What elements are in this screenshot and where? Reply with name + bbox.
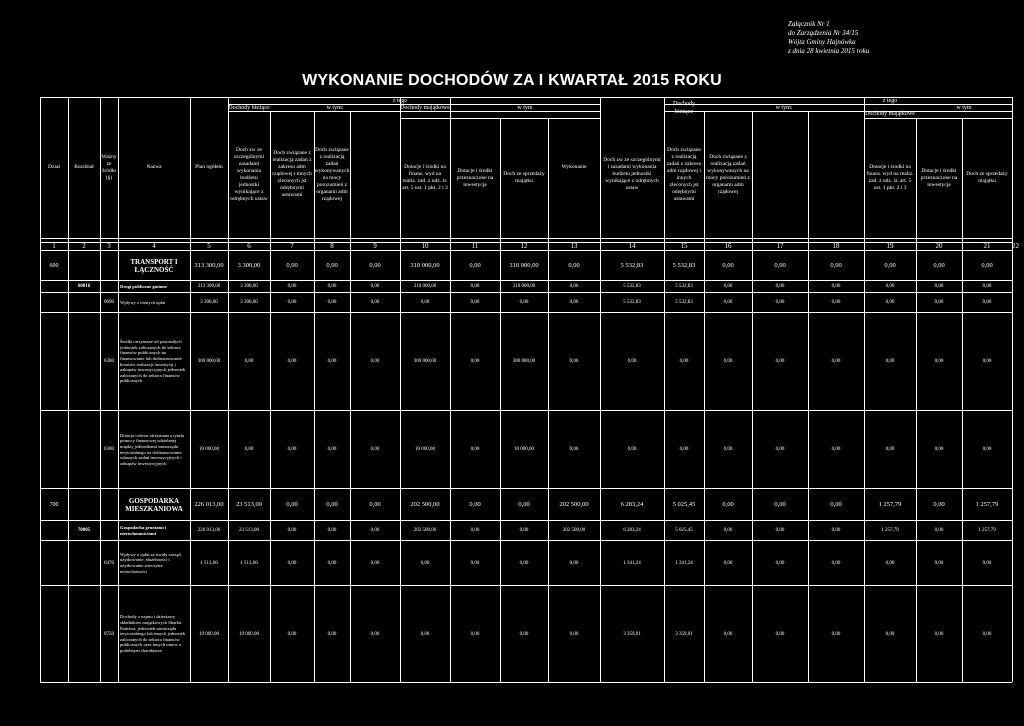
row-value: 0,00: [982, 284, 992, 289]
row-value: 0,00: [723, 447, 733, 452]
row-value: 0,00: [933, 262, 945, 269]
row-value: 0,00: [420, 560, 430, 566]
row-value: 0,00: [774, 501, 786, 508]
row-value: 0,00: [831, 560, 841, 566]
header-dochody-biezace-2: Dochody bieżące: [673, 101, 695, 115]
row-value: 1 257,79: [878, 501, 902, 508]
row-value: 1 341,24: [675, 560, 693, 566]
row-value: 6 283,24: [620, 501, 644, 508]
row-value: 0,00: [327, 447, 337, 452]
column-number-1: 1: [52, 242, 56, 250]
row-paragraph: [100, 521, 118, 540]
row-value: 10 000,00: [415, 447, 435, 452]
row-value: 0,00: [519, 560, 529, 566]
row-value: 0,00: [775, 300, 785, 305]
row-value: 0,00: [934, 528, 944, 533]
row-name: Wpływy z różnych opłat: [120, 299, 166, 305]
row-value: 0,00: [775, 631, 785, 637]
row-value: 0,00: [885, 447, 895, 452]
row-value: 0,00: [420, 631, 430, 637]
row-value: 0,00: [370, 359, 380, 364]
row-value: 0,00: [327, 631, 337, 637]
header-col-15: Doch zw ze szczególnymi i zasadami wykonania budżetu jednostki wynikające z odrębnych ustaw: [603, 157, 661, 191]
row-value: 0,00: [469, 501, 481, 508]
row-value: 0,00: [723, 300, 733, 305]
row-dzial: 700: [49, 501, 59, 508]
row-value: 3 359,01: [623, 631, 641, 637]
row-value: 0,00: [470, 300, 480, 305]
row-value: 0,00: [981, 262, 993, 269]
annex-line-3: Wójta Gminy Hajnówka: [788, 38, 856, 46]
row-value: 202 500,00: [410, 501, 440, 508]
row-value: 1 341,24: [623, 560, 641, 566]
row-rozdzial: 70005: [77, 528, 91, 533]
row-value: 0,00: [327, 300, 337, 305]
header-col-20: Dotacje i środki przeznaczone na inwestycje: [920, 167, 958, 188]
row-value: 0,00: [244, 447, 254, 452]
column-number-15: 15: [680, 242, 688, 250]
column-number-22: 22: [1012, 242, 1019, 250]
row-value: 0,00: [470, 528, 480, 533]
header-rozdzial: Rozdział: [74, 164, 94, 170]
row-value: 0,00: [884, 262, 896, 269]
row-value: 0,00: [287, 359, 297, 364]
row-value: 0,00: [831, 284, 841, 289]
row-value: 202 500,00: [559, 501, 589, 508]
row-value: 0,00: [287, 631, 297, 637]
row-value: 226 013,00: [197, 528, 221, 533]
row-rozdzial: 60016: [77, 284, 91, 289]
row-value: 1 257,79: [978, 528, 996, 533]
row-value: 0,00: [369, 262, 381, 269]
row-value: 0,00: [519, 300, 529, 305]
row-value: 310 000,00: [509, 262, 539, 269]
row-value: 0,00: [775, 359, 785, 364]
row-value: 0,00: [370, 447, 380, 452]
row-value: 0,00: [287, 560, 297, 566]
row-value: 0,00: [370, 300, 380, 305]
row-paragraph: 6300: [104, 447, 114, 452]
row-value: 300 000,00: [197, 359, 221, 364]
row-value: 0,00: [568, 262, 580, 269]
row-value: 23 513,00: [239, 528, 259, 533]
column-number-6: 6: [247, 242, 251, 250]
row-value: 0,00: [934, 447, 944, 452]
row-value: 10 000,00: [514, 447, 534, 452]
header-col-19: Dotacje i środki na finans. wyd na realiz. zad. z udz. śr. art. 5 ust. 1 pkt. 2 i 3: [866, 164, 914, 191]
annex-note: [788, 20, 869, 56]
row-name: GOSPODARKA MIESZKANIOWA: [125, 496, 183, 513]
row-value: 0,00: [722, 262, 734, 269]
row-value: 0,00: [934, 284, 944, 289]
row-value: 0,00: [327, 560, 337, 566]
column-number-19: 19: [886, 242, 894, 250]
row-value: 0,00: [286, 501, 298, 508]
row-value: 0,00: [723, 560, 733, 566]
header-z-tego: z tego: [392, 98, 408, 104]
header-col-17: Doch związane z realizacją zadań wykonywanych na mocy porozumień z organami adm rządowej: [706, 153, 750, 195]
row-value: 0,00: [679, 447, 689, 452]
column-number-7: 7: [290, 242, 294, 250]
header-dzial: Dział: [48, 164, 60, 170]
row-value: 1 513,00: [200, 560, 218, 566]
row-value: 0,00: [370, 528, 380, 533]
row-value: 3 300,00: [240, 300, 258, 305]
row-value: 1 257,79: [975, 501, 999, 508]
column-number-11: 11: [471, 242, 479, 250]
header-nazwa: Nazwa: [146, 164, 162, 170]
row-value: 0,00: [327, 528, 337, 533]
header-col-6: Doch zw ze szczególnymi zasadami wykonania budżetu jednostki wynikające z odrębnych ustaw: [230, 146, 268, 202]
row-value: 0,00: [287, 284, 297, 289]
column-number-16: 16: [724, 242, 732, 250]
row-dzial: [40, 281, 68, 292]
column-number-20: 20: [935, 242, 943, 250]
column-number-9: 9: [373, 242, 377, 250]
header-dochody-majatkowe: Dochody majątkowe: [400, 104, 450, 111]
row-value: 202 500,00: [562, 528, 586, 533]
column-number-10: 10: [421, 242, 429, 250]
row-value: 0,00: [723, 631, 733, 637]
header-col-12: Doch ze sprzedaży majątku: [503, 171, 545, 184]
row-value: 5 532,83: [623, 284, 641, 289]
row-value: 0,00: [775, 284, 785, 289]
row-value: 0,00: [775, 528, 785, 533]
row-name: Dotacja celowa otrzymana z tytułu pomocy finansowej udzielanej między jednostkami samorządu terytorialnego na dofinansowanie własnych zadań inwestycyjnych i zakupów inwestycyjnych: [120, 432, 185, 466]
header-col-7: Doch związane z realizacją zadań z zakresu adm rządowej i innych zleconych jst odrębnymi ustawami: [272, 150, 312, 198]
row-paragraph: [100, 281, 118, 292]
row-value: 0,00: [934, 560, 944, 566]
row-value: 0,00: [470, 284, 480, 289]
row-value: 5 532,83: [620, 262, 644, 269]
row-value: 0,00: [982, 300, 992, 305]
row-name: Drogi publiczne gminne: [120, 283, 167, 289]
row-dzial: [40, 521, 68, 540]
row-value: 310 000,00: [413, 284, 437, 289]
row-paragraph: 0750: [104, 631, 114, 637]
row-value: 0,00: [569, 631, 579, 637]
column-number-4: 4: [152, 242, 156, 250]
row-paragraph: [100, 251, 118, 280]
row-name: Gospodarka gruntami i nieruchomościami: [120, 524, 167, 536]
row-dzial: [40, 541, 68, 585]
row-value: 0,00: [885, 300, 895, 305]
row-value: 0,00: [244, 359, 254, 364]
row-value: 5 532,83: [675, 300, 693, 305]
row-value: 0,00: [569, 447, 579, 452]
row-value: 226 013,00: [194, 501, 224, 508]
row-value: 0,00: [831, 359, 841, 364]
row-value: 0,00: [518, 501, 530, 508]
row-value: 0,00: [286, 262, 298, 269]
row-paragraph: 6280: [104, 359, 114, 364]
row-paragraph: 0470: [104, 560, 114, 566]
row-value: 0,00: [679, 359, 689, 364]
page-title: WYKONANIE DOCHODÓW ZA I KWARTAŁ 2015 ROKU: [302, 72, 722, 89]
header-w-tym-4: w tym: [956, 105, 972, 111]
row-value: 0,00: [569, 300, 579, 305]
header-dochody-majatkowe-2: Dochody majątkowe: [865, 111, 915, 117]
row-value: 0,00: [723, 359, 733, 364]
row-value: 0,00: [370, 631, 380, 637]
row-value: 0,00: [470, 447, 480, 452]
row-dzial: [40, 586, 68, 682]
row-value: 0,00: [885, 631, 895, 637]
row-value: 0,00: [831, 447, 841, 452]
row-value: 202 500,00: [413, 528, 437, 533]
header-plan-ogolem: Plan ogółem: [195, 164, 223, 170]
row-value: 0,00: [775, 447, 785, 452]
row-value: 0,00: [774, 262, 786, 269]
row-value: 5 025,45: [675, 528, 693, 533]
annex-line-4: z dnia 28 kwietnia 2015 roku: [788, 47, 870, 55]
row-rozdzial: [68, 251, 100, 280]
row-value: 300 000,00: [512, 359, 536, 364]
header-dochody-biezace: Dochody bieżące: [228, 105, 270, 111]
row-rozdzial: [68, 489, 100, 520]
row-value: 5 025,45: [672, 501, 696, 508]
header-z-tego-2: z tego: [882, 98, 898, 104]
row-value: 0,00: [723, 284, 733, 289]
row-value: 0,00: [327, 359, 337, 364]
annex-line-1: Załącznik Nr 1: [788, 20, 830, 28]
row-value: 0,00: [982, 631, 992, 637]
row-value: 6 283,24: [623, 528, 641, 533]
row-value: 3 300,00: [240, 284, 258, 289]
row-value: 1 257,79: [881, 528, 899, 533]
row-rozdzial: [68, 541, 100, 585]
header-wazny-zrodlo: Ważny ze źródło (§): [101, 153, 117, 181]
row-value: 0,00: [831, 631, 841, 637]
header-wykonanie: Wykonanie: [561, 164, 587, 170]
header-w-tym: w tym:: [326, 105, 344, 111]
row-value: 0,00: [982, 359, 992, 364]
row-dzial: [40, 313, 68, 410]
row-value: 310 000,00: [512, 284, 536, 289]
row-value: 0,00: [370, 284, 380, 289]
row-value: 0,00: [982, 447, 992, 452]
row-paragraph: 0690: [104, 300, 114, 305]
row-value: 0,00: [569, 359, 579, 364]
row-value: 0,00: [627, 359, 637, 364]
header-w-tym-3: w tym:: [775, 105, 793, 111]
row-value: 0,00: [470, 631, 480, 637]
row-value: 3 300,00: [237, 262, 261, 269]
column-number-13: 13: [570, 242, 578, 250]
row-value: 19 000,00: [239, 631, 259, 637]
row-value: 0,00: [469, 262, 481, 269]
row-value: 313 300,00: [194, 262, 224, 269]
row-value: 5 532,83: [675, 284, 693, 289]
row-value: 3 300,00: [200, 300, 218, 305]
row-value: 0,00: [885, 359, 895, 364]
row-value: 0,00: [722, 501, 734, 508]
column-number-14: 14: [628, 242, 636, 250]
row-value: 0,00: [933, 501, 945, 508]
header-col-21: Doch ze sprzedaży majątku: [966, 171, 1008, 184]
row-dzial: [40, 411, 68, 488]
row-value: 1 513,00: [240, 560, 258, 566]
row-dzial: [40, 293, 68, 312]
column-number-8: 8: [330, 242, 334, 250]
annex-line-2: do Zarządzenia Nr 34/15: [788, 29, 859, 37]
row-value: 0,00: [934, 359, 944, 364]
column-number-2: 2: [82, 242, 86, 250]
header-col-10: Dotacje i środki na finans. wyd na realiz. zad. z udz. śr. art. 5 ust. 1 pkt. 2 i 3: [402, 164, 448, 191]
row-value: 0,00: [831, 300, 841, 305]
column-number-17: 17: [776, 242, 784, 250]
column-number-21: 21: [983, 242, 991, 250]
row-paragraph: [100, 489, 118, 520]
row-dzial: 600: [49, 262, 59, 269]
row-value: 0,00: [775, 560, 785, 566]
row-name: Środki otrzymane od pozostałych jednostek zaliczanych do sektora finansów publicznych na finansowanie lub dofinansowanie kosztów realizacji inwestycji i zakupów inwestycyjnych jednostek zaliczanych do sektora finansów publicznych: [120, 339, 186, 384]
column-border: [1012, 97, 1013, 682]
row-value: 0,00: [326, 262, 338, 269]
row-value: 0,00: [327, 284, 337, 289]
row-rozdzial: [68, 313, 100, 410]
row-value: 23 513,00: [236, 501, 262, 508]
row-value: 313 300,00: [197, 284, 221, 289]
row-value: 0,00: [885, 284, 895, 289]
row-value: 0,00: [569, 284, 579, 289]
row-name: Wpływy z opłat za trwały zarząd, użytkowanie, służebności i użytkowanie wieczyste nieruchomości: [120, 551, 182, 574]
row-value: 0,00: [934, 300, 944, 305]
row-value: 0,00: [569, 560, 579, 566]
row-value: 0,00: [287, 300, 297, 305]
row-value: 310 000,00: [410, 262, 440, 269]
row-value: 0,00: [934, 631, 944, 637]
row-value: 0,00: [326, 501, 338, 508]
row-value: 0,00: [831, 528, 841, 533]
row-value: 0,00: [470, 560, 480, 566]
header-col-8: Doch związane z realizacją zadań wykonywanych na mocy porozumień z organami adm rządowej: [314, 146, 350, 202]
header-col-11: Dotacje i środki przeznaczone na inwestycje: [456, 167, 494, 188]
row-value: 0,00: [830, 262, 842, 269]
row-value: 0,00: [370, 560, 380, 566]
row-name: Dochody z najmu i dzierżawy składników majątkowych Skarbu Państwa, jednostek samorządu terytorialnego lub innych jednostek zaliczanych do sektora finansów publicznych oraz innych umów o podobnym charakterze: [120, 614, 186, 653]
row-value: 0,00: [723, 528, 733, 533]
header-w-tym-2: w tym: [517, 105, 533, 111]
row-rozdzial: [68, 411, 100, 488]
row-rozdzial: [68, 293, 100, 312]
row-value: 0,00: [287, 528, 297, 533]
row-value: 0,00: [627, 447, 637, 452]
row-value: 0,00: [369, 501, 381, 508]
row-value: 0,00: [830, 501, 842, 508]
column-number-18: 18: [832, 242, 840, 250]
row-name: TRANSPORT I ŁĄCZNOŚĆ: [130, 257, 178, 274]
row-value: 5 532,83: [672, 262, 696, 269]
row-value: 0,00: [519, 631, 529, 637]
row-value: 0,00: [470, 359, 480, 364]
row-value: 19 000,00: [199, 631, 219, 637]
row-value: 0,00: [982, 560, 992, 566]
column-number-3: 3: [107, 242, 111, 250]
row-value: 0,00: [885, 560, 895, 566]
row-value: 300 000,00: [413, 359, 437, 364]
row-value: 0,00: [420, 300, 430, 305]
row-rozdzial: [68, 586, 100, 682]
row-value: 3 359,01: [675, 631, 693, 637]
column-number-5: 5: [207, 242, 211, 250]
column-number-12: 12: [520, 242, 528, 250]
row-value: 5 532,83: [623, 300, 641, 305]
table-bottom-border: [40, 682, 1012, 683]
row-value: 0,00: [519, 528, 529, 533]
row-value: 0,00: [287, 447, 297, 452]
header-bottom-border: [40, 238, 1012, 239]
header-col-16: Doch związane z realizacją zadań z zakresu adm rządowej i innych zleconych jst odrębnymi ustawami: [666, 146, 702, 202]
row-value: 10 000,00: [199, 447, 219, 452]
